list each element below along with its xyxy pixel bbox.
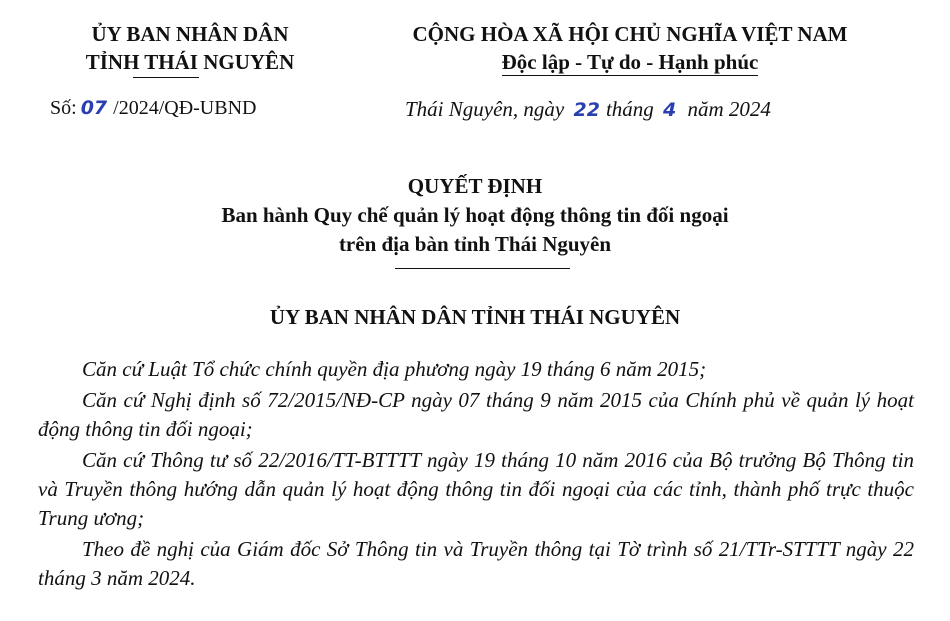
date-year: năm 2024 (687, 97, 771, 121)
national-motto: Độc lập - Tự do - Hạnh phúc (501, 50, 759, 74)
handwritten-day: 22 (573, 99, 600, 121)
handwritten-number: 07 (80, 97, 108, 119)
legal-bases (38, 355, 914, 595)
handwritten-month: 4 (663, 99, 677, 121)
country-name: CỘNG HÒA XÃ HỘI CHỦ NGHĨA VIỆT NAM (412, 22, 848, 46)
legal-basis-item: Theo đề nghị của Giám đốc Sở Thông tin và Truyền thông tại Tờ trình số 21/TTr-STTTT ngày 22 tháng 3 năm 2024. (38, 537, 914, 590)
date-place: Thái Nguyên, ngày (405, 97, 565, 121)
number-prefix: Số: (50, 97, 77, 119)
legal-basis-item: Căn cứ Luật Tổ chức chính quyền địa phương ngày 19 tháng 6 năm 2015; (82, 357, 707, 381)
issuer-line-1: ỦY BAN NHÂN DÂN (91, 22, 289, 46)
number-suffix: /2024/QĐ-UBND (113, 97, 257, 119)
issuer-line-2: TỈNH THÁI NGUYÊN (85, 50, 295, 74)
document-kind: QUYẾT ĐỊNH (407, 174, 543, 198)
national-title-header (360, 20, 900, 76)
decision-title (0, 172, 950, 259)
date-month-label: tháng (605, 97, 654, 121)
issuer-underline (133, 77, 199, 78)
legal-basis-item: Căn cứ Thông tư số 22/2016/TT-BTTTT ngày 19 tháng 10 năm 2016 của Bộ trưởng Bộ Thông tin và Truyền thông hướng dẫn quản lý hoạt động thông tin đối ngoại của các tỉnh, thành phố trực thuộc Trung ương; (38, 448, 914, 530)
subject-line-1: Ban hành Quy chế quản lý hoạt động thông tin đối ngoại (221, 203, 729, 227)
document-date (405, 97, 771, 122)
title-divider (395, 268, 570, 269)
authority-heading: ỦY BAN NHÂN DÂN TỈNH THÁI NGUYÊN (269, 305, 681, 329)
subject-line-2: trên địa bàn tỉnh Thái Nguyên (338, 232, 612, 256)
document-number (50, 97, 256, 120)
issuing-authority-header (45, 20, 335, 76)
legal-basis-item: Căn cứ Nghị định số 72/2015/NĐ-CP ngày 07 tháng 9 năm 2015 của Chính phủ về quản lý hoạt động thông tin đối ngoại; (38, 388, 914, 441)
